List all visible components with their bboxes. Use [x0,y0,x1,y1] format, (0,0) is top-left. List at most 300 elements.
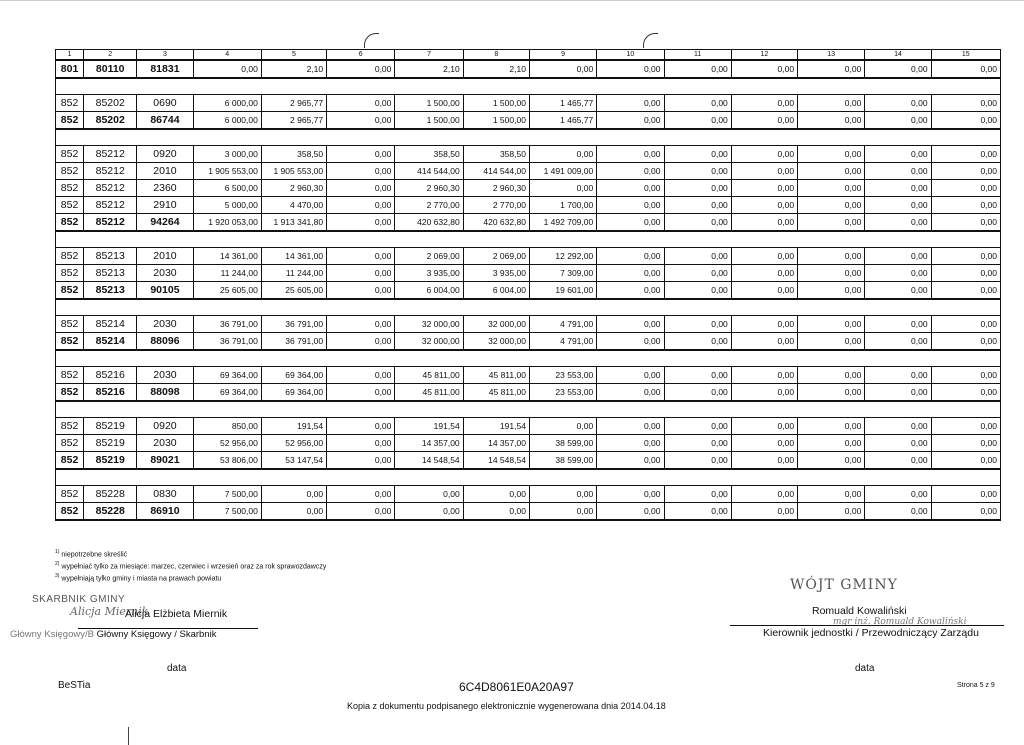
section-cell: 852 [56,248,84,265]
amount-cell: 0,00 [664,384,731,402]
amount-cell: 2 960,30 [395,180,463,197]
amount-cell: 0,00 [865,214,931,232]
amount-cell: 0,00 [597,435,664,452]
section-separator [56,78,1001,95]
chapter-cell: 85212 [84,163,137,180]
column-number: 7 [395,50,463,61]
paper-curl-mark [643,33,658,48]
total-row [56,384,1001,402]
amount-cell: 53 147,54 [261,452,326,470]
amount-cell: 0,00 [664,452,731,470]
table-row [56,265,1001,282]
separator-cell [56,299,1001,316]
amount-cell: 0,00 [664,333,731,351]
mayor-signature-line [730,625,1004,626]
column-number: 8 [463,50,529,61]
amount-cell: 0,00 [731,316,797,333]
amount-cell: 3 000,00 [193,146,261,163]
table-row [56,418,1001,435]
amount-cell: 0,00 [731,384,797,402]
column-number: 11 [664,50,731,61]
amount-cell: 0,00 [327,316,395,333]
amount-cell: 1 920 053,00 [193,214,261,232]
section-cell: 852 [56,418,84,435]
amount-cell: 0,00 [327,146,395,163]
amount-cell: 0,00 [865,367,931,384]
amount-cell: 1 465,77 [529,95,596,112]
separator-cell [56,469,1001,486]
paragraph-cell: 86910 [137,503,193,521]
amount-cell: 0,00 [597,180,664,197]
amount-cell: 0,00 [798,316,865,333]
amount-cell: 0,00 [731,248,797,265]
amount-cell: 0,00 [664,60,731,78]
amount-cell: 0,00 [664,486,731,503]
amount-cell: 45 811,00 [463,384,529,402]
amount-cell: 0,00 [731,180,797,197]
amount-cell: 0,00 [798,282,865,300]
amount-cell: 0,00 [664,435,731,452]
section-cell: 852 [56,95,84,112]
amount-cell: 0,00 [731,60,797,78]
amount-cell: 0,00 [463,486,529,503]
amount-cell: 0,00 [597,486,664,503]
table-row [56,146,1001,163]
amount-cell: 0,00 [931,265,1000,282]
column-number: 9 [529,50,596,61]
paragraph-cell: 0920 [137,418,193,435]
paragraph-cell: 89021 [137,452,193,470]
amount-cell: 414 544,00 [463,163,529,180]
amount-cell: 2,10 [463,60,529,78]
paragraph-cell: 0690 [137,95,193,112]
chapter-cell: 85202 [84,95,137,112]
table-row [56,435,1001,452]
treasurer-role: Główny Księgowy/B Główny Księgowy / Skarbnik [10,629,217,640]
chapter-cell: 85212 [84,214,137,232]
chapter-cell: 85214 [84,316,137,333]
paragraph-cell: 81831 [137,60,193,78]
footnotes [55,548,326,583]
amount-cell: 2 965,77 [261,112,326,130]
amount-cell: 1 500,00 [395,112,463,130]
amount-cell: 36 791,00 [193,333,261,351]
amount-cell: 4 791,00 [529,316,596,333]
amount-cell: 420 632,80 [395,214,463,232]
amount-cell: 19 601,00 [529,282,596,300]
chapter-cell: 85213 [84,265,137,282]
total-row [56,112,1001,130]
amount-cell: 2 960,30 [261,180,326,197]
amount-cell: 4 791,00 [529,333,596,351]
amount-cell: 0,00 [731,214,797,232]
amount-cell: 2,10 [261,60,326,78]
amount-cell: 0,00 [664,112,731,130]
amount-cell: 0,00 [731,452,797,470]
amount-cell: 69 364,00 [261,367,326,384]
amount-cell: 0,00 [931,452,1000,470]
chapter-cell: 85213 [84,248,137,265]
footnote: $^{3)}$ wypełniają tylko gminy i miasta na prawach powiatu [55,572,222,582]
amount-cell: 25 605,00 [193,282,261,300]
amount-cell: 191,54 [261,418,326,435]
amount-cell: 5 000,00 [193,197,261,214]
mayor-date-label: data [855,663,875,674]
amount-cell: 0,00 [597,384,664,402]
column-number: 12 [731,50,797,61]
section-cell: 852 [56,180,84,197]
amount-cell: 414 544,00 [395,163,463,180]
section-cell: 801 [56,60,84,78]
amount-cell: 0,00 [931,197,1000,214]
treasurer-date-label: data [167,663,187,674]
column-number: 5 [261,50,326,61]
amount-cell: 0,00 [731,503,797,521]
amount-cell: 3 935,00 [395,265,463,282]
document-code: 6C4D8061E0A20A97 [459,680,574,694]
amount-cell: 0,00 [463,503,529,521]
section-separator [56,469,1001,486]
amount-cell: 0,00 [664,214,731,232]
amount-cell: 0,00 [597,316,664,333]
amount-cell: 7 500,00 [193,503,261,521]
amount-cell: 0,00 [664,180,731,197]
amount-cell: 0,00 [327,486,395,503]
amount-cell: 0,00 [865,95,931,112]
amount-cell: 0,00 [798,214,865,232]
section-cell: 852 [56,197,84,214]
section-separator [56,350,1001,367]
amount-cell: 0,00 [327,163,395,180]
amount-cell: 0,00 [597,60,664,78]
paragraph-cell: 2910 [137,197,193,214]
section-cell: 852 [56,367,84,384]
section-cell: 852 [56,163,84,180]
amount-cell: 52 956,00 [193,435,261,452]
column-number: 3 [137,50,193,61]
amount-cell: 2 960,30 [463,180,529,197]
amount-cell: 0,00 [798,248,865,265]
paper-curl-mark [364,33,379,48]
amount-cell: 1 500,00 [463,112,529,130]
amount-cell: 0,00 [798,180,865,197]
amount-cell: 0,00 [931,95,1000,112]
amount-cell: 0,00 [931,282,1000,300]
amount-cell: 6 000,00 [193,95,261,112]
amount-cell: 0,00 [327,112,395,130]
amount-cell: 0,00 [664,248,731,265]
amount-cell: 0,00 [327,452,395,470]
amount-cell: 0,00 [193,60,261,78]
amount-cell: 1 700,00 [529,197,596,214]
amount-cell: 0,00 [261,503,326,521]
page-top-edge [0,0,1024,7]
scan-mark [128,727,129,745]
total-row [56,452,1001,470]
amount-cell: 0,00 [327,60,395,78]
amount-cell: 0,00 [865,486,931,503]
chapter-cell: 85214 [84,333,137,351]
amount-cell: 7 500,00 [193,486,261,503]
amount-cell: 1 492 709,00 [529,214,596,232]
amount-cell: 36 791,00 [261,316,326,333]
amount-cell: 32 000,00 [395,316,463,333]
amount-cell: 0,00 [731,95,797,112]
amount-cell: 0,00 [731,435,797,452]
amount-cell: 358,50 [463,146,529,163]
table-row [56,163,1001,180]
section-cell: 852 [56,282,84,300]
chapter-cell: 85216 [84,367,137,384]
amount-cell: 0,00 [529,180,596,197]
mayor-stamp: WÓJT GMINY [790,577,898,593]
amount-cell: 1 500,00 [463,95,529,112]
total-row [56,282,1001,300]
amount-cell: 0,00 [664,146,731,163]
amount-cell: 2 069,00 [463,248,529,265]
amount-cell: 14 548,54 [463,452,529,470]
amount-cell: 12 292,00 [529,248,596,265]
amount-cell: 0,00 [798,384,865,402]
amount-cell: 14 548,54 [395,452,463,470]
amount-cell: 6 004,00 [395,282,463,300]
amount-cell: 69 364,00 [261,384,326,402]
amount-cell: 191,54 [463,418,529,435]
amount-cell: 1 500,00 [395,95,463,112]
amount-cell: 0,00 [597,95,664,112]
amount-cell: 0,00 [327,248,395,265]
section-cell: 852 [56,112,84,130]
column-number: 2 [84,50,137,61]
paragraph-cell: 2030 [137,316,193,333]
table-row [56,180,1001,197]
mayor-role: Kierownik jednostki / Przewodniczący Zarządu [763,627,979,639]
amount-cell: 6 004,00 [463,282,529,300]
table-row [56,367,1001,384]
amount-cell: 0,00 [931,248,1000,265]
amount-cell: 0,00 [731,265,797,282]
amount-cell: 0,00 [327,214,395,232]
section-cell: 852 [56,452,84,470]
separator-cell [56,350,1001,367]
section-separator [56,401,1001,418]
amount-cell: 32 000,00 [395,333,463,351]
section-cell: 852 [56,214,84,232]
amount-cell: 0,00 [865,435,931,452]
section-separator [56,129,1001,146]
amount-cell: 0,00 [731,486,797,503]
column-number: 14 [865,50,931,61]
column-number: 13 [798,50,865,61]
amount-cell: 3 935,00 [463,265,529,282]
amount-cell: 0,00 [327,333,395,351]
amount-cell: 0,00 [327,282,395,300]
amount-cell: 0,00 [865,333,931,351]
table-row [56,197,1001,214]
amount-cell: 0,00 [931,503,1000,521]
amount-cell: 358,50 [261,146,326,163]
amount-cell: 0,00 [597,503,664,521]
amount-cell: 0,00 [798,333,865,351]
amount-cell: 0,00 [731,197,797,214]
section-separator [56,231,1001,248]
amount-cell: 36 791,00 [261,333,326,351]
amount-cell: 0,00 [529,146,596,163]
column-number: 6 [327,50,395,61]
amount-cell: 1 913 341,80 [261,214,326,232]
footnote: $^{2)}$ wypełniać tylko za miesiące: marzec, czerwiec i wrzesień oraz za rok sprawozdawczy [55,560,327,571]
amount-cell: 0,00 [865,197,931,214]
amount-cell: 0,00 [798,486,865,503]
mayor-handwritten-signature: mgr inż. Romuald Kowaliński [833,617,967,627]
amount-cell: 38 599,00 [529,452,596,470]
amount-cell: 0,00 [597,197,664,214]
amount-cell: 0,00 [597,282,664,300]
section-cell: 852 [56,316,84,333]
amount-cell: 0,00 [798,367,865,384]
amount-cell: 0,00 [597,146,664,163]
amount-cell: 2 965,77 [261,95,326,112]
amount-cell: 0,00 [931,163,1000,180]
amount-cell: 0,00 [664,163,731,180]
amount-cell: 2,10 [395,60,463,78]
amount-cell: 0,00 [798,197,865,214]
amount-cell: 0,00 [865,163,931,180]
amount-cell: 0,00 [327,367,395,384]
amount-cell: 0,00 [798,112,865,130]
amount-cell: 420 632,80 [463,214,529,232]
amount-cell: 7 309,00 [529,265,596,282]
amount-cell: 0,00 [798,163,865,180]
amount-cell: 0,00 [261,486,326,503]
amount-cell: 11 244,00 [261,265,326,282]
amount-cell: 0,00 [931,316,1000,333]
amount-cell: 0,00 [664,282,731,300]
amount-cell: 0,00 [731,163,797,180]
amount-cell: 0,00 [327,95,395,112]
amount-cell: 0,00 [597,265,664,282]
amount-cell: 0,00 [865,503,931,521]
amount-cell: 0,00 [597,452,664,470]
chapter-cell: 80110 [84,60,137,78]
amount-cell: 0,00 [731,367,797,384]
column-number: 4 [193,50,261,61]
amount-cell: 850,00 [193,418,261,435]
total-row [56,214,1001,232]
amount-cell: 2 069,00 [395,248,463,265]
system-name: BeSTia [58,680,91,691]
amount-cell: 191,54 [395,418,463,435]
report-table-body [56,50,1001,521]
amount-cell: 1 905 553,00 [193,163,261,180]
amount-cell: 0,00 [865,180,931,197]
amount-cell: 11 244,00 [193,265,261,282]
section-cell: 852 [56,435,84,452]
amount-cell: 0,00 [931,384,1000,402]
amount-cell: 0,00 [327,435,395,452]
amount-cell: 0,00 [529,486,596,503]
amount-cell: 0,00 [664,316,731,333]
amount-cell: 0,00 [395,503,463,521]
table-row [56,95,1001,112]
amount-cell: 53 806,00 [193,452,261,470]
section-separator [56,299,1001,316]
amount-cell: 0,00 [931,486,1000,503]
amount-cell: 0,00 [798,452,865,470]
amount-cell: 0,00 [931,418,1000,435]
section-cell: 852 [56,384,84,402]
amount-cell: 0,00 [327,418,395,435]
amount-cell: 14 361,00 [261,248,326,265]
page-number: Strona 5 z 9 [957,682,995,689]
paragraph-cell: 2030 [137,265,193,282]
mayor-name: Romuald Kowaliński [812,605,907,617]
separator-cell [56,401,1001,418]
amount-cell: 69 364,00 [193,367,261,384]
amount-cell: 0,00 [865,60,931,78]
amount-cell: 23 553,00 [529,384,596,402]
chapter-cell: 85202 [84,112,137,130]
amount-cell: 0,00 [529,60,596,78]
amount-cell: 0,00 [798,146,865,163]
amount-cell: 0,00 [731,418,797,435]
amount-cell: 0,00 [865,282,931,300]
amount-cell: 0,00 [865,146,931,163]
amount-cell: 0,00 [865,112,931,130]
chapter-cell: 85219 [84,435,137,452]
amount-cell: 0,00 [597,214,664,232]
amount-cell: 0,00 [731,282,797,300]
amount-cell: 25 605,00 [261,282,326,300]
amount-cell: 52 956,00 [261,435,326,452]
paragraph-cell: 94264 [137,214,193,232]
treasurer-handwritten-signature: Alicja Miernik [70,605,149,618]
table-row [56,486,1001,503]
amount-cell: 36 791,00 [193,316,261,333]
amount-cell: 6 500,00 [193,180,261,197]
amount-cell: 0,00 [327,503,395,521]
paragraph-cell: 2030 [137,367,193,384]
paragraph-cell: 86744 [137,112,193,130]
amount-cell: 0,00 [664,265,731,282]
amount-cell: 0,00 [931,435,1000,452]
paragraph-cell: 88096 [137,333,193,351]
amount-cell: 0,00 [664,367,731,384]
amount-cell: 0,00 [931,367,1000,384]
amount-cell: 45 811,00 [395,367,463,384]
amount-cell: 69 364,00 [193,384,261,402]
amount-cell: 0,00 [327,180,395,197]
report-table [55,49,1001,521]
paragraph-cell: 0830 [137,486,193,503]
amount-cell: 0,00 [798,265,865,282]
amount-cell: 14 357,00 [463,435,529,452]
amount-cell: 358,50 [395,146,463,163]
amount-cell: 0,00 [327,197,395,214]
amount-cell: 0,00 [798,60,865,78]
section-cell: 852 [56,333,84,351]
amount-cell: 23 553,00 [529,367,596,384]
amount-cell: 0,00 [931,60,1000,78]
paragraph-cell: 2010 [137,248,193,265]
chapter-cell: 85228 [84,503,137,521]
total-row [56,333,1001,351]
treasurer-stamp: SKARBNIK GMINY [32,594,126,605]
chapter-cell: 85212 [84,146,137,163]
amount-cell: 1 491 009,00 [529,163,596,180]
amount-cell: 0,00 [731,333,797,351]
amount-cell: 32 000,00 [463,316,529,333]
